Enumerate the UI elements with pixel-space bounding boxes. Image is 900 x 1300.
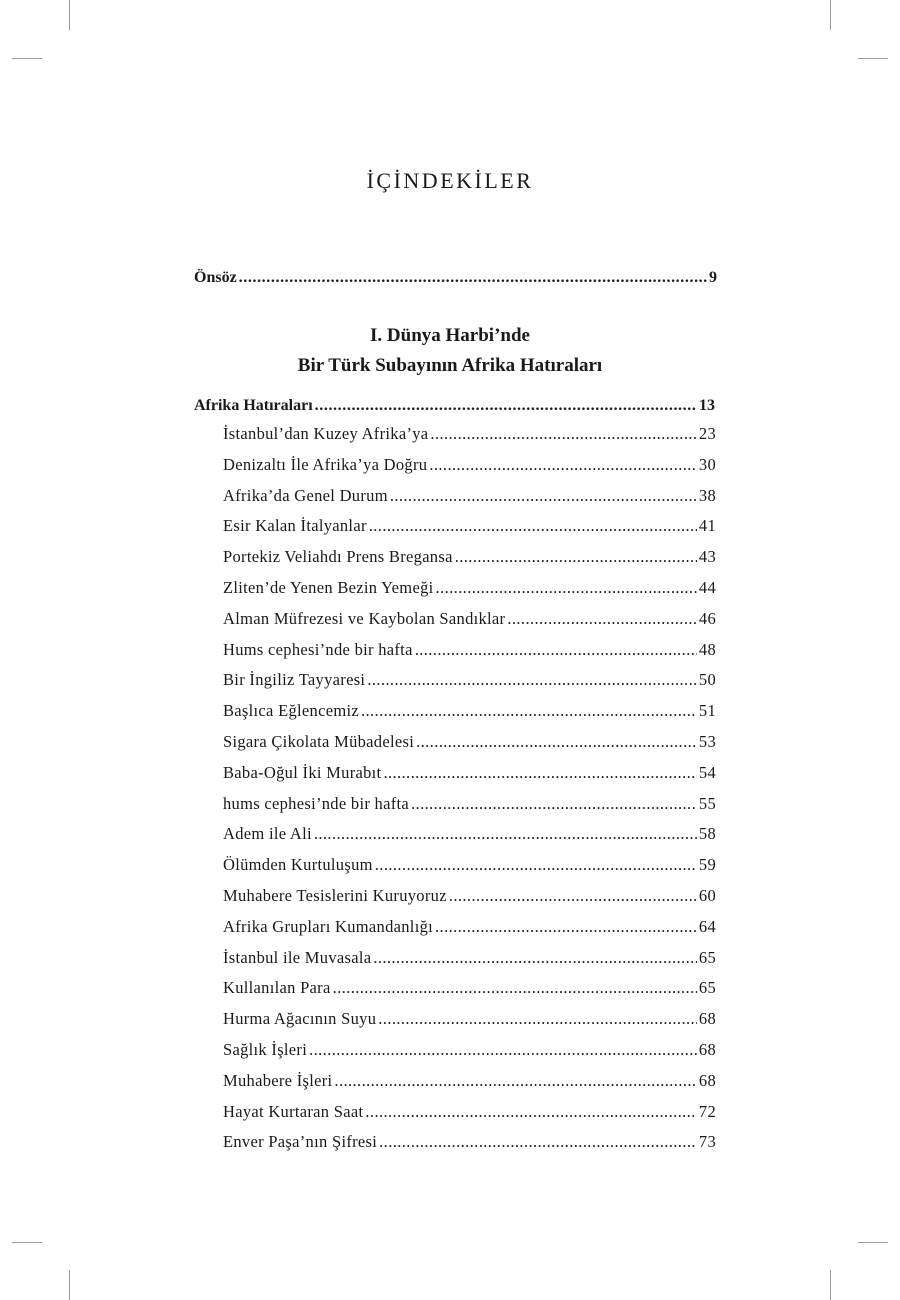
- toc-subentry-page: 72: [698, 1101, 716, 1121]
- toc-subentry: [223, 1009, 716, 1040]
- toc-subentry-label: İstanbul’dan Kuzey Afrika’ya: [223, 424, 429, 443]
- toc-subentry-page: 41: [698, 516, 716, 536]
- section-heading: [0, 321, 900, 381]
- dot-leader: [239, 269, 707, 287]
- dot-leader: [379, 1132, 697, 1152]
- toc-subentry-label: Başlıca Eğlencemiz: [223, 701, 359, 721]
- toc-subentry-label: Muhabere Tesislerini Kuruyoruz: [223, 885, 447, 905]
- toc-subentry: [223, 732, 716, 763]
- toc-subentry-page: 64: [698, 916, 716, 936]
- toc-subentry-page: 68: [698, 1009, 716, 1029]
- crop-mark-bottom-right: [830, 1270, 831, 1300]
- section-heading-line-2: Bir Türk Subayının Afrika Hatıraları: [297, 355, 603, 376]
- toc-subentry-page: 38: [698, 485, 716, 505]
- toc-subentry: [223, 917, 716, 948]
- toc-subentry: [223, 516, 716, 547]
- toc-subentry: [223, 701, 716, 732]
- toc-subentry-label: Baba-Oğul İki Murabıt: [223, 762, 382, 782]
- toc-subentry: [223, 486, 716, 517]
- toc-subentry: [223, 948, 716, 979]
- toc-subentry-label: Sağlık İşleri: [223, 1039, 308, 1059]
- section-heading-line-1: I. Dünya Harbi’nde: [370, 325, 530, 346]
- toc-subentry-page: 55: [698, 793, 716, 813]
- toc-subentries: [223, 424, 716, 1163]
- crop-mark-left-top: [12, 58, 42, 59]
- toc-subentry: [223, 886, 716, 917]
- toc-subentry-page: 50: [698, 670, 716, 690]
- dot-leader: [430, 424, 696, 444]
- dot-leader: [373, 948, 697, 968]
- toc-subentry-label: Sigara Çikolata Mübadelesi: [223, 731, 415, 751]
- dot-leader: [334, 1071, 696, 1091]
- toc-subentry: [223, 670, 716, 701]
- toc-subentry-page: 30: [698, 454, 716, 474]
- toc-subentry-page: 68: [698, 1039, 716, 1059]
- toc-subentry: [223, 1071, 716, 1102]
- toc-subentry: [223, 547, 716, 578]
- toc-subentry: [223, 978, 716, 1009]
- toc-subentry-page: 58: [698, 824, 716, 844]
- toc-subentry-label: Hums cephesi’nde bir hafta: [223, 639, 413, 659]
- toc-subentry: [223, 855, 716, 886]
- dot-leader: [436, 578, 697, 598]
- toc-subentry-label: Adem ile Ali: [223, 824, 312, 844]
- dot-leader: [390, 486, 697, 506]
- dot-leader: [361, 701, 697, 721]
- dot-leader: [429, 455, 697, 475]
- toc-entry-onsoz: [194, 269, 717, 287]
- toc-subentry: [223, 640, 716, 671]
- toc-chapter-afrika-hatiralari: [194, 397, 715, 415]
- crop-mark-bottom-left: [69, 1270, 70, 1300]
- dot-leader: [507, 609, 697, 629]
- toc-subentry-label: Afrika’da Genel Durum: [223, 485, 388, 505]
- toc-subentry-label: Kullanılan Para: [223, 978, 331, 998]
- toc-subentry-page: 46: [698, 608, 716, 628]
- crop-mark-top-left: [69, 0, 70, 30]
- toc-subentry-page: 65: [698, 947, 716, 967]
- toc-subentry: [223, 455, 716, 486]
- dot-leader: [375, 855, 697, 875]
- crop-mark-top-right: [830, 0, 831, 30]
- toc-entry-label: Önsöz: [194, 269, 237, 286]
- dot-leader: [449, 886, 697, 906]
- crop-mark-right-bottom: [858, 1242, 888, 1243]
- toc-subentry-page: 43: [698, 547, 716, 567]
- toc-chapter-label: Afrika Hatıraları: [194, 397, 313, 414]
- dot-leader: [314, 824, 697, 844]
- dot-leader: [455, 547, 697, 567]
- dot-leader: [315, 397, 697, 415]
- toc-entry-page: 9: [709, 269, 717, 286]
- toc-subentry-page: 44: [698, 577, 716, 597]
- dot-leader: [415, 640, 697, 660]
- crop-mark-right-top: [858, 58, 888, 59]
- toc-subentry-page: 59: [698, 855, 716, 875]
- page-title: İÇİNDEKİLER: [366, 168, 534, 193]
- toc-subentry-page: 68: [698, 1070, 716, 1090]
- toc-subentry: [223, 1040, 716, 1071]
- toc-subentry-label: Enver Paşa’nın Şifresi: [223, 1132, 378, 1152]
- toc-subentry-label: Denizaltı İle Afrika’ya Doğru: [223, 454, 428, 474]
- toc-subentry-page: 23: [698, 424, 716, 443]
- toc-subentry-label: Afrika Grupları Kumandanlığı: [223, 916, 434, 936]
- toc-subentry-label: Esir Kalan İtalyanlar: [223, 516, 367, 536]
- toc-subentry-label: Zliten’de Yenen Bezin Yemeği: [223, 577, 434, 597]
- dot-leader: [365, 1102, 696, 1122]
- dot-leader: [369, 516, 697, 536]
- dot-leader: [435, 917, 697, 937]
- toc-subentry-label: İstanbul ile Muvasala: [223, 947, 372, 967]
- toc-subentry: [223, 424, 716, 455]
- toc-subentry: [223, 763, 716, 794]
- dot-leader: [309, 1040, 697, 1060]
- dot-leader: [383, 763, 696, 783]
- toc-subentry-label: Alman Müfrezesi ve Kaybolan Sandıklar: [223, 608, 506, 628]
- toc-subentry-page: 65: [698, 978, 716, 998]
- crop-mark-left-bottom: [12, 1242, 42, 1243]
- toc-subentry: [223, 1102, 716, 1133]
- toc-subentry-page: 48: [698, 639, 716, 659]
- toc-subentry: [223, 578, 716, 609]
- toc-subentry-page: 54: [698, 762, 716, 782]
- toc-subentry-label: Hurma Ağacının Suyu: [223, 1009, 377, 1029]
- toc-subentry-page: 60: [698, 885, 716, 905]
- toc-subentry-page: 51: [698, 701, 716, 721]
- toc-subentry-page: 53: [698, 731, 716, 751]
- toc-subentry: [223, 609, 716, 640]
- toc-subentry: [223, 1132, 716, 1163]
- toc-subentry-label: Hayat Kurtaran Saat: [223, 1101, 364, 1121]
- toc-subentry: [223, 824, 716, 855]
- toc-subentry: [223, 794, 716, 825]
- toc-subentry-label: Portekiz Veliahdı Prens Bregansa: [223, 547, 453, 567]
- toc-subentry-label: Bir İngiliz Tayyaresi: [223, 670, 366, 690]
- dot-leader: [367, 670, 697, 690]
- dot-leader: [378, 1009, 697, 1029]
- toc-subentry-label: hums cephesi’nde bir hafta: [223, 793, 410, 813]
- dot-leader: [333, 978, 697, 998]
- toc-chapter-page: 13: [699, 397, 715, 414]
- toc-subentry-page: 73: [698, 1132, 716, 1152]
- toc-subentry-label: Muhabere İşleri: [223, 1070, 333, 1090]
- toc-subentry-label: Ölümden Kurtuluşum: [223, 855, 373, 875]
- dot-leader: [411, 794, 697, 814]
- dot-leader: [416, 732, 697, 752]
